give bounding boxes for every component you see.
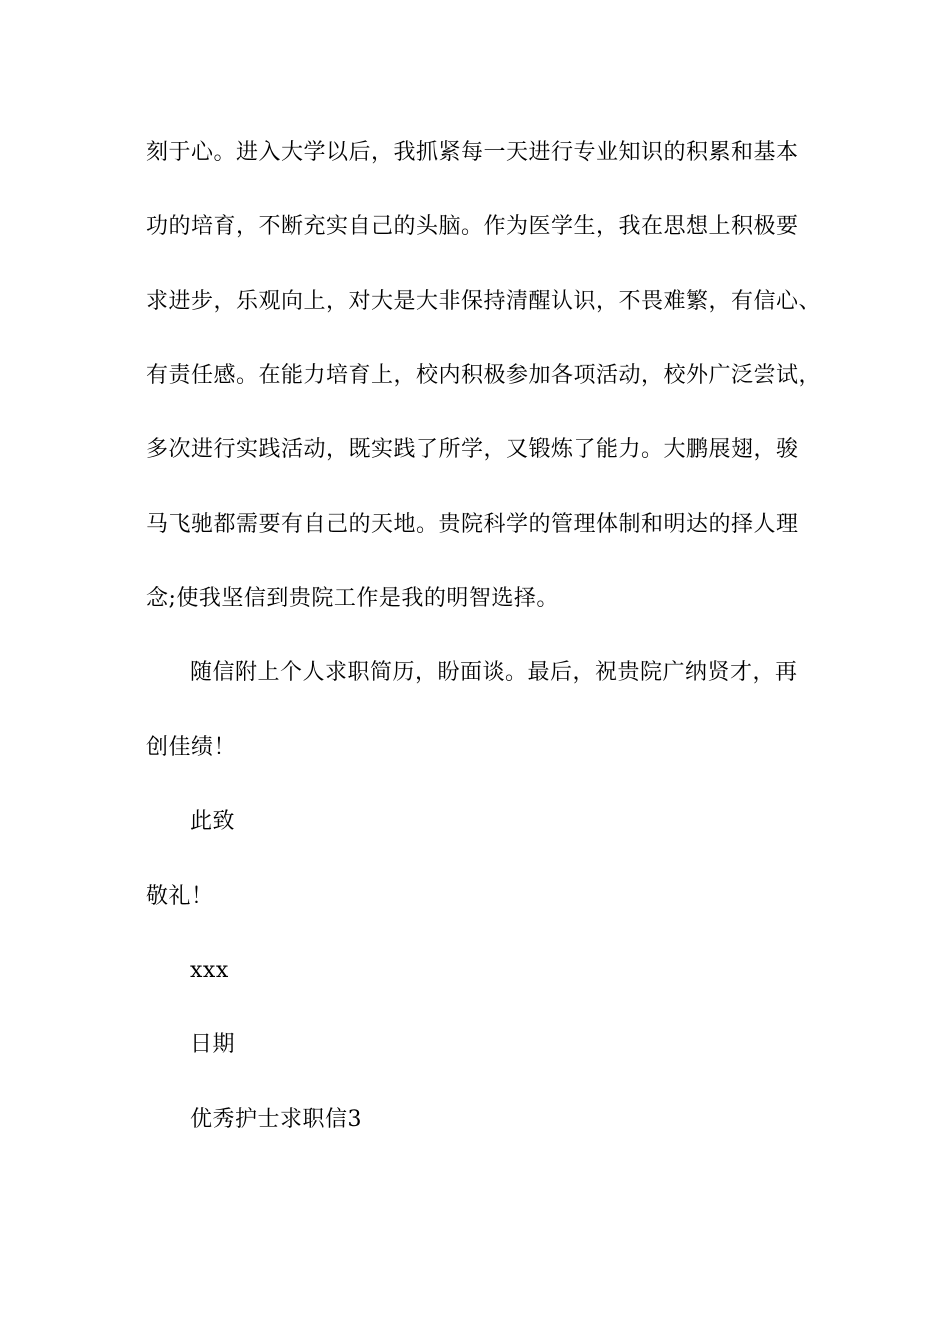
body-line: 随信附上个人求职简历，盼面谈。最后，祝贵院广纳贤才，再 [190,660,798,685]
body-line: 多次进行实践活动，既实践了所学，又锻炼了能力。大鹏展翅，骏 [146,437,799,462]
body-line: 创佳绩！ [146,735,237,760]
body-line: 马飞驰都需要有自己的天地。贵院科学的管理体制和明达的择人理 [146,512,799,537]
body-line: 求进步，乐观向上，对大是大非保持清醒认识，不畏难繁，有信心、 [146,289,822,314]
body-line: 有责任感。在能力培育上，校内积极参加各项活动，校外广泛尝试， [146,363,822,388]
date-text: 日期 [190,1032,236,1057]
signature-text: xxx [190,958,229,983]
closing-text: 此致 [190,809,236,834]
body-line: 功的培育，不断充实自己的头脑。作为医学生，我在思想上积极要 [146,214,799,239]
body-line: 念;使我坚信到贵院工作是我的明智选择。 [146,586,559,611]
body-line: 刻于心。进入大学以后，我抓紧每一天进行专业知识的积累和基本 [146,140,799,165]
section-heading: 优秀护士求职信3 [190,1107,362,1132]
salutation-text: 敬礼！ [146,884,214,909]
